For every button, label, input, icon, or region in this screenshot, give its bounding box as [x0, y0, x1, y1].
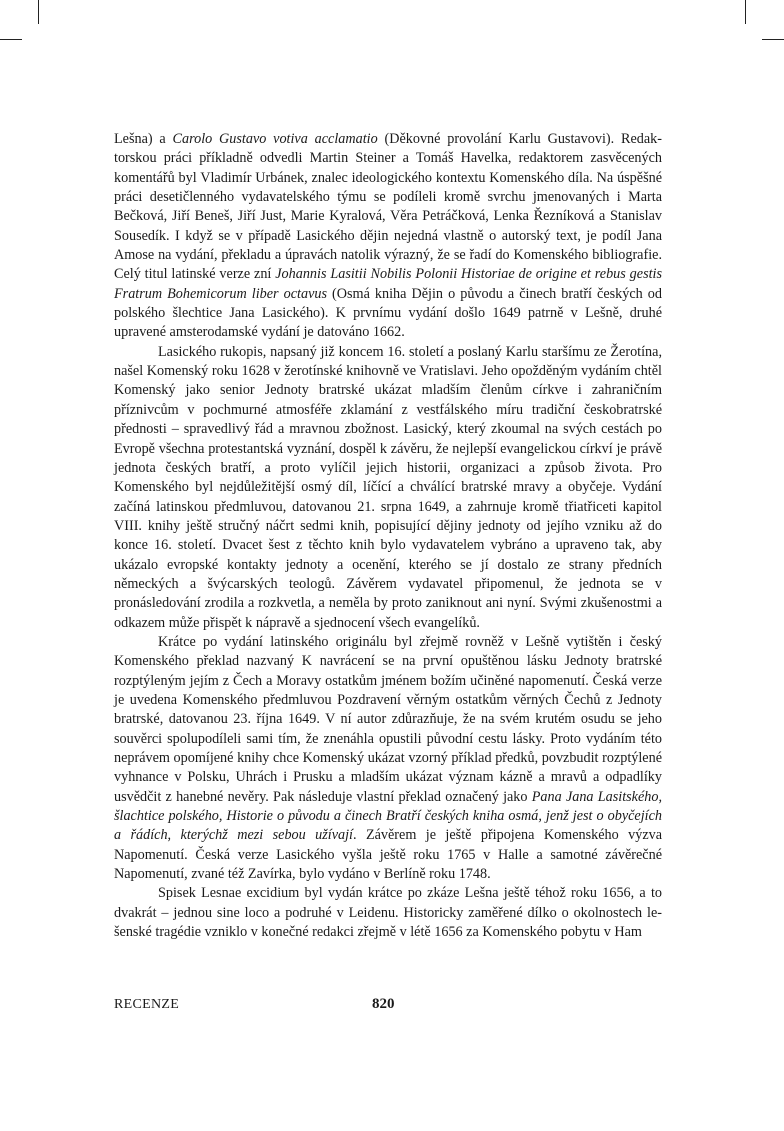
paragraph [114, 130, 662, 343]
italic-title-text: Carolo Gustavo votiva acclamatio [172, 131, 378, 147]
page-number: 820 [372, 996, 395, 1012]
paragraph-text: (Osmá kniha Dějin o původu a činech bratří českých od polského šlechtice Jana Lasického). K prvnímu vydání došlo 1649 patrně v Lešně, druhé upravené amsterodamské vydání je datováno 1662. [114, 285, 662, 341]
paragraph [114, 884, 662, 942]
crop-mark-right [745, 0, 746, 24]
page-body [114, 130, 662, 942]
paragraph-text: Lasického rukopis, napsaný již koncem 16. století a poslaný Karlu staršímu ze Žerotína, našel Komenský roku 1628 v žerotínské knihovně ve Vratislavi. Jeho opožděným vydáním chtěl Komenský jako senior Jednoty bratrské ukázat mladším členům církve i zahraničním příznivcům v pochmurné atmosféře zklamání z vestfálského míru tradiční českobratrské přednosti – spravedlivý řád a mravnou zbožnost. Lasický, který zkoumal na svých cestách po Evropě všechna protestantská vyznání, dospěl k závěru, že nejlepší evangelickou církví je právě jednota českých bratří, a proto vylíčil jejich historii, organizaci a způsob života. Pro Komenského byl nejdůležitější osmý díl, líčící a chválící bratrské mravy a obyčeje. Vydání začíná latinskou předmluvou, datovanou 21. srpna 1649, a zahrnuje kromě třiatřiceti kapitol VIII. knihy ještě stručný náčrt sedmi knih, popisující dějiny jednoty od jejího vzniku až do konce 16. století. Dvacet šest z těchto knih bylo vydavatelem vybráno a upraveno tak, aby ukázalo evropské kontakty jednoty a ocenění, kterého se jí dostalo ze strany předních německých a švýcarských teologů. Závěrem vydavatel připomenul, že jednota se v pronásledování zrodila a rozkvetla, a neměla by proto zaniknout ani nyní. Svými zkušenostmi a odkazem může přispět k nápravě a sjednocení všech evangelíků. [114, 343, 662, 631]
paragraph-text: (Děkovné provolání Karlu Gustavovi). Redaktorskou práci příkladně odvedli Martin Steiner a Tomáš Havelka, redaktorem zasvěcených komentářů byl Vladimír Urbánek, znalec ideologického kontextu Komenského díla. Na úspěšné práci desetičlenného vydavatelského týmu se podíleli kromě svrchu jmenovaných i Marta Bečková, Jiří Beneš, Jiří Just, Marie Kyralová, Věra Petráčková, Lenka Řezníková a Stanislav Sousedík. I když se v případě Lasického dějin nejedná vlastně o autorský text, je podíl Jana Amose na vydání, překladu a úpravách natolik výrazný, že se řadí do Komenského bibliografie. Celý titul latinské verze zní [114, 131, 662, 283]
crop-mark-right-horizontal [762, 39, 784, 40]
italic-title-text: Pana Jana Lasitského, šlachtice polského, Historie o původu a činech Bratří českých kniha osmá, jenž jest o obyčejích a řádích, kterýchž mezi sebou užívají [114, 788, 663, 844]
paragraph-text: Krátce po vydání latinského originálu byl zřejmě rovněž v Lešně vytištěn i český Komenského překlad nazvaný K navrácení se na první opuštěnou lásku Jednoty bratrské rozptýleným jejím z Čech a Moravy ostatkům jménem božím učiněné napomenutí. Česká verze je uvedena Komenského předmluvou Pozdravení věrným ostatkům věrných Čechů z Jednoty bratrské, datovanou 23. října 1649. V ní autor zdůrazňuje, že na svém krutém osudu se jeho souvěrci spolupodíleli sami tím, že znenáhla opustili původní cestu lásky. Proto vydáním této neprávem opomíjené knihy chce Komenský ukázat vzorný příklad předků, povzbudit rozptýlené vyhnance v Polsku, Uhrách i Prusku a mladším ukázat význam kázně a mravů a odpadlíky usvědčit z hanebné nevěry. Pak následuje vlastní překlad označený jako [114, 633, 662, 805]
paragraph-text: . Závěrem je ještě připojena Komenského výzva Napomenutí. Česká verze Lasického vyšla ještě roku 1765 v Halle a samotné závěrečné Napomenutí, zvané též Zavírka, bylo vydáno v Berlíně roku 1748. [114, 827, 663, 883]
paragraph [114, 343, 662, 633]
paragraph-text: Lešna) a [114, 131, 173, 147]
paragraph-text: Spisek Lesnae excidium byl vydán krátce po zkáze Lešna ještě téhož roku 1656, a to dvakrát – jednou sine loco a podruhé v Leidenu. Historicky zaměřené dílko o okolnostech lešenské tragédie vzniklo v konečné redakci zřejmě v létě 1656 za Komenského pobytu v Ham [114, 885, 662, 941]
italic-title-text: Johannis Lasitii Nobilis Polonii Historiae de origine et rebus gestis Fratrum Bohemicorum liber octavus [114, 266, 662, 302]
running-footer-section: RECENZE [114, 997, 180, 1012]
paragraph [114, 633, 662, 884]
crop-mark-left [38, 0, 39, 24]
crop-mark-left-horizontal [0, 39, 22, 40]
